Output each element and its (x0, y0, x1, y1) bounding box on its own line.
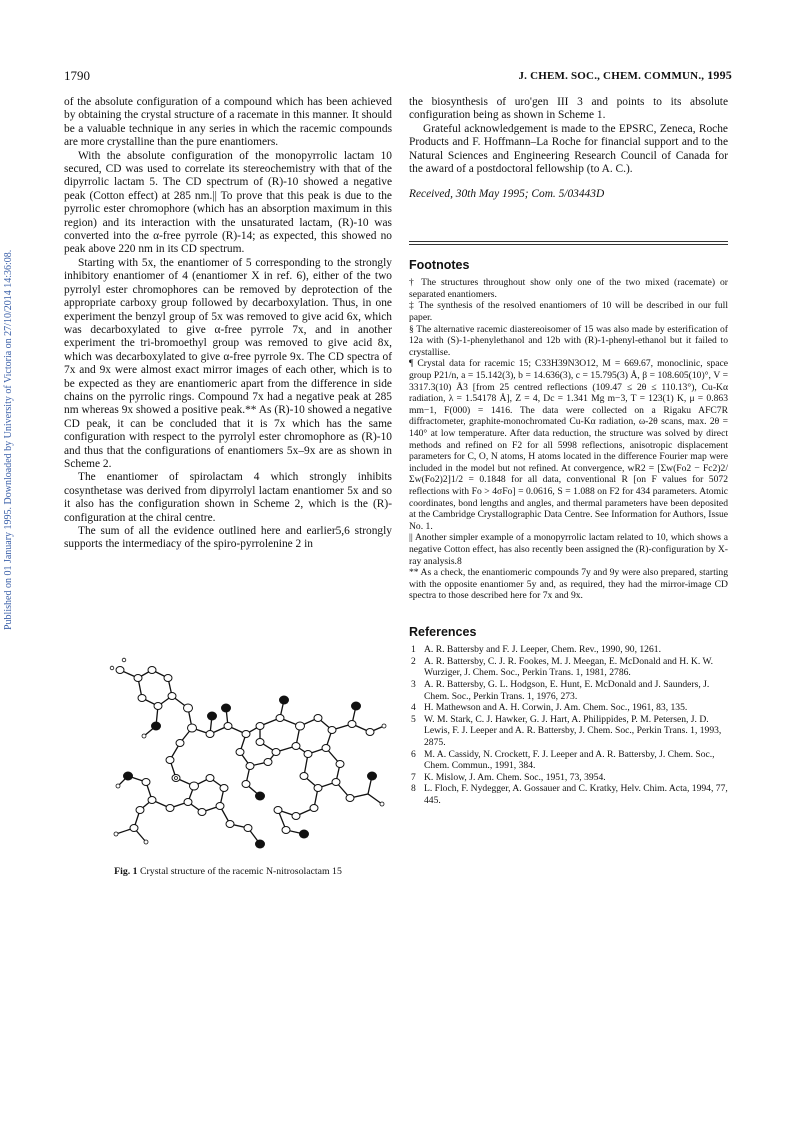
crystal-structure-drawing (100, 648, 400, 858)
received-date: Received, 30th May 1995; Com. 5/03443D (409, 188, 605, 201)
download-notice (0, 140, 14, 640)
reference-item: 5 W. M. Stark, C. J. Hawker, G. J. Hart, A. Philippides, P. M. Petersen, J. D. Lewis, F. J. Leeper and A. R. Battersby, J. Chem. Soc., Perkin Trans. 1, 1993, 2875. (411, 713, 722, 749)
paragraph: The enantiomer of spirolactam 4 which strongly inhibits cosynthetase was derived from dipyrrolyl lactam enantiomer 5x and so it also has the configuration shown in Scheme 2, which is the (R)-configuration at the chiral centre. (64, 471, 392, 524)
journal-year: 1995 (707, 68, 732, 82)
reference-item: 7 K. Mislow, J. Am. Chem. Soc., 1951, 73, 3954. (411, 771, 606, 783)
right-column (409, 96, 728, 807)
footnote: ** As a check, the enantiomeric compounds 7y and 9y were also prepared, starting with the opposite enantiomer 5y and, as required, they had the mirror-image CD spectra to those described here for 7x and 9x. (409, 567, 728, 602)
figure-label: Fig. 1 (114, 866, 138, 877)
section-divider (409, 241, 728, 242)
figure-caption (64, 866, 392, 877)
reference-item: 2 A. R. Battersby, C. J. R. Fookes, M. J. Meegan, E. McDonald and H. K. W. Wurziger, J. Chem. Soc., Perkin Trans. 1, 1981, 2786. (411, 655, 714, 679)
paragraph: of the absolute configuration of a compound which has been achieved by obtaining the crystal structure of a racemate in this manner. It should be a valuable technique in any series in which the racemic compounds are more crystalline than the pure enantiomers. (64, 96, 392, 149)
references-heading: References (409, 624, 477, 639)
paragraph: The sum of all the evidence outlined here and earlier5,6 strongly supports the intermediacy of the spiro-pyrrolenine 2 in (64, 525, 392, 551)
footnote: || Another simpler example of a monopyrrolic lactam related to 10, which shows a negative Cotton effect, has also recently been assigned the (R)-configuration by X-ray analysis.8 (409, 532, 728, 567)
reference-item: 1 A. R. Battersby and F. J. Leeper, Chem. Rev., 1990, 90, 1261. (411, 644, 661, 656)
reference-item: 8 L. Floch, F. Nydegger, A. Gossauer and C. Kratky, Helv. Chim. Acta, 1994, 77, 445. (411, 783, 728, 806)
footnotes-heading: Footnotes (409, 257, 470, 272)
footnote: ¶ Crystal data for racemic 15; C33H39N3O12, M = 669.67, monoclinic, space group P21/n, a = 15.142(3), b = 14.636(3), c = 15.795(3) Å, β = 108.605(10)°, V = 3317.3(10) Å3 [from 25 centred reflections (109.47 ≤ 2θ ≤ 110.13°), Cu-Kα radiation, λ = 1.54178 Å], Z = 4, Dc = 1.341 Mg m−3, T = 123(1) K, μ = 0.863 mm−1, F(000) = 1416. The data were collected on a Rigaku AFC7R diffractometer, graphite-monochromated Cu-Kα radiation, ω-2θ scans, max. 2θ = 140° at low temperature. After data reduction, the structure was solved by direct methods and refined on F2 for all 5998 reflections, anisotropic displacement parameters for C, O, N atoms, H atoms located in the difference Fourier map were included in the model but not refined. At convergence, wR2 = [Σw(Fo2 − Fc2)2/Σw(Fo2)2]1/2 = 0.1848 for all data, conventional R [on F values for 5072 reflections with Fo > 4σFo] = 0.0616, S = 1.088 on F2 for 434 parameters. Atomic coordinates, bond lengths and angles, and thermal parameters have been deposited at the Cambridge Crystallographic Data Centre. See Information for Authors, Issue No. 1. (409, 358, 728, 532)
reference-item: 3 A. R. Battersby, G. L. Hodgson, E. Hunt, E. McDonald and J. Saunders, J. Chem. Soc., Perkin Trans. 1, 1976, 273. (411, 679, 710, 702)
section-divider (409, 244, 728, 245)
reference-item: 4 H. Mathewson and A. H. Corwin, J. Am. Chem. Soc., 1961, 83, 135. (411, 702, 688, 714)
running-head (518, 68, 732, 83)
paragraph: With the absolute configuration of the monopyrrolic lactam 10 secured, CD was used to correlate its stereochemistry with that of the dipyrrolic lactam 5. The CD spectrum of (R)-10 showed a negative peak (Cotton effect) at 285 nm.|| To prove that this peak is due to the pyrrolic ester chromophore (which has an absorption maximum in this region) and its interaction with the unsaturated lactam, (R)-10 was converted into the α-free pyrrole (R)-14; as expected, this showed no peak above 220 nm in its CD spectrum. (64, 149, 392, 256)
footnotes-list (409, 277, 728, 602)
paragraph: Starting with 5x, the enantiomer of 5 corresponding to the strongly inhibitory enantiomer of 4 (enantiomer X in ref. 6), either of the two pyrrolyl ester chromophores can be removed by deprotection of the appropriate carboxy group followed by decarboxylation. Thus, in one experiment the benzyl group of 5x was removed to give acid 6x, which was decarboxylated to give α-free pyrrole 7x, and in another experiment the tri-bromoethyl group was removed to give acid 8x, which was decarboxylated to give α-free pyrrole 9x. The CD spectra of 7x and 9x were almost exact mirror images of each other, which is to be expected as they are enantiomeric apart from the difference in side chains on the pyrrolic rings. Compound 7x had a negative peak at 285 nm whereas 9x showed a positive peak.** As (R)-10 showed a negative CD peak, it can be concluded that it is 7x which has the same configuration with respect to the pyrrolyl ester chromophore as (R)-10 and thus that the configurations of enantiomers 5x–9x are as shown in Scheme 2. (64, 256, 392, 470)
references-list (409, 644, 728, 806)
left-column (64, 96, 392, 552)
footnote: † The structures throughout show only one of the two mixed (racemate) or separated enantiomers. (409, 277, 728, 300)
footnote: ‡ The synthesis of the resolved enantiomers of 10 will be described in our full paper. (409, 300, 728, 324)
journal-name: J. CHEM. SOC., CHEM. COMMUN., (518, 70, 705, 82)
paragraph: the biosynthesis of uro'gen III 3 and points to its absolute configuration being as shown in Scheme 1. (409, 96, 728, 122)
figure-caption-text: Crystal structure of the racemic N-nitrosolactam 15 (140, 866, 342, 877)
paragraph: Grateful acknowledgement is made to the EPSRC, Zeneca, Roche Products and F. Hoffmann–La Roche for financial support and to the Natural Sciences and Engineering Research Council of Canada for the award of a postdoctoral fellowship (to A. C.). (409, 122, 728, 176)
reference-item: 6 M. A. Cassidy, N. Crockett, F. J. Leeper and A. R. Battersby, J. Chem. Soc., Chem. Commun., 1991, 384. (411, 748, 715, 772)
page-number: 1790 (64, 68, 90, 83)
download-notice-text: Published on 01 January 1995. Downloaded by University of Victoria on 27/10/2014 14:36:08. (3, 249, 14, 630)
crystal-structure-figure (100, 648, 400, 858)
footnote: § The alternative racemic diastereoisomer of 15 was also made by esterification of 12a with (S)-1-phenylethanol and 12b with (R)-1-phenyl-ethanol but it failed to crystallise. (409, 323, 728, 358)
